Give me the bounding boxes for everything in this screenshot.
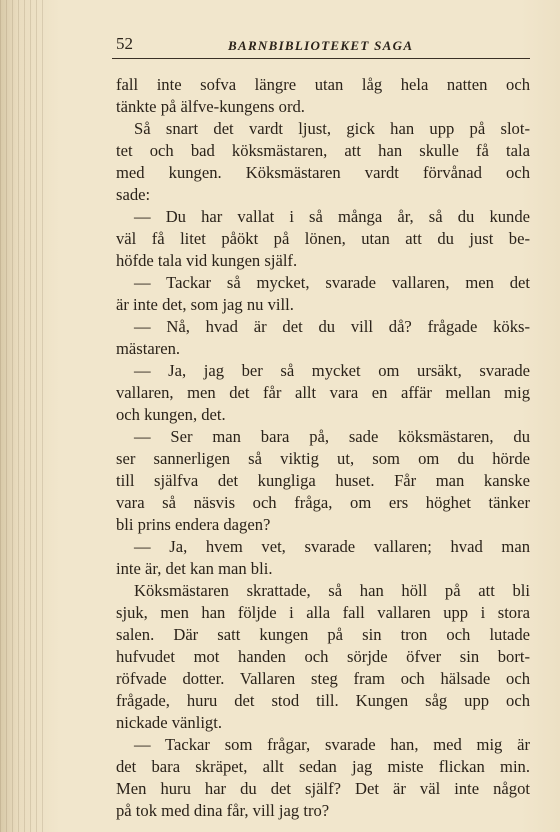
text-line: det bara skräpet, allt sedan jag miste flickan min. [116,757,530,776]
text-line: höfde tala vid kungen själf. [116,251,298,270]
header-rule [112,58,530,59]
text-line: till själfva det kungliga huset. Får man kanske [116,471,530,490]
text-line: Men huru har du det själf? Det är väl inte något [116,779,530,798]
text-line: tänkte på älfve-kungens ord. [116,97,305,116]
text-line: är inte det, som jag nu vill. [116,295,294,314]
text-line: — Ja, jag ber så mycket om ursäkt, svarade [134,361,530,380]
text-line: inte är, det kan man bli. [116,559,273,578]
text-line: — Nå, hvad är det du vill då? frågade köks- [134,317,530,336]
text-line: sjuk, men han följde i alla fall vallaren upp i stora [116,603,530,622]
text-line: på tok med dina får, vill jag tro? [116,801,330,820]
text-line: — Tackar så mycket, svarade vallaren, men det [134,273,530,292]
text-line: Köksmästaren skrattade, så han höll på att bli [134,581,530,600]
text-line: hufvudet mot handen och sörjde öfver sin bort- [116,647,530,666]
page-number: 52 [116,34,133,53]
body-text [116,74,530,822]
text-line: mästaren. [116,339,181,358]
text-line: — Ja, hvem vet, svarade vallaren; hvad man [134,537,530,556]
text-line: bli prins endera dagen? [116,515,271,534]
text-line: fall inte sofva längre utan låg hela natten och [116,75,530,94]
text-line: röfvade dotter. Vallaren steg fram och hälsade och [116,669,530,688]
text-line: väl få litet påökt på lönen, utan att du just be- [116,229,530,248]
text-line: sade: [116,185,151,204]
text-line: — Tackar som frågar, svarade han, med mig är [134,735,530,754]
text-line: och kungen, det. [116,405,226,424]
text-line: ser sannerligen så viktig ut, som om du hörde [116,449,530,468]
running-title: BARNBIBLIOTEKET SAGA [228,38,414,53]
text-line: — Ser man bara på, sade köksmästaren, du [134,427,530,446]
text-line: Så snart det vardt ljust, gick han upp på slot- [134,119,530,138]
page-header [116,34,530,58]
text-line: vallaren, men det får allt vara en affär mellan mig [116,383,530,402]
text-line: — Du har vallat i så många år, så du kunde [134,207,530,226]
text-line: nickade vänligt. [116,713,222,732]
text-line: frågade, huru det stod till. Kungen såg upp och [116,691,530,710]
text-line: tet och bad köksmästaren, att han skulle få tala [116,141,530,160]
text-line: salen. Där satt kungen på sin tron och lutade [116,625,530,644]
text-line: med kungen. Köksmästaren vardt förvånad och [116,163,530,182]
text-line: vara så näsvis och fråga, om ers höghet tänker [116,493,530,512]
book-binding-edge [0,0,46,832]
